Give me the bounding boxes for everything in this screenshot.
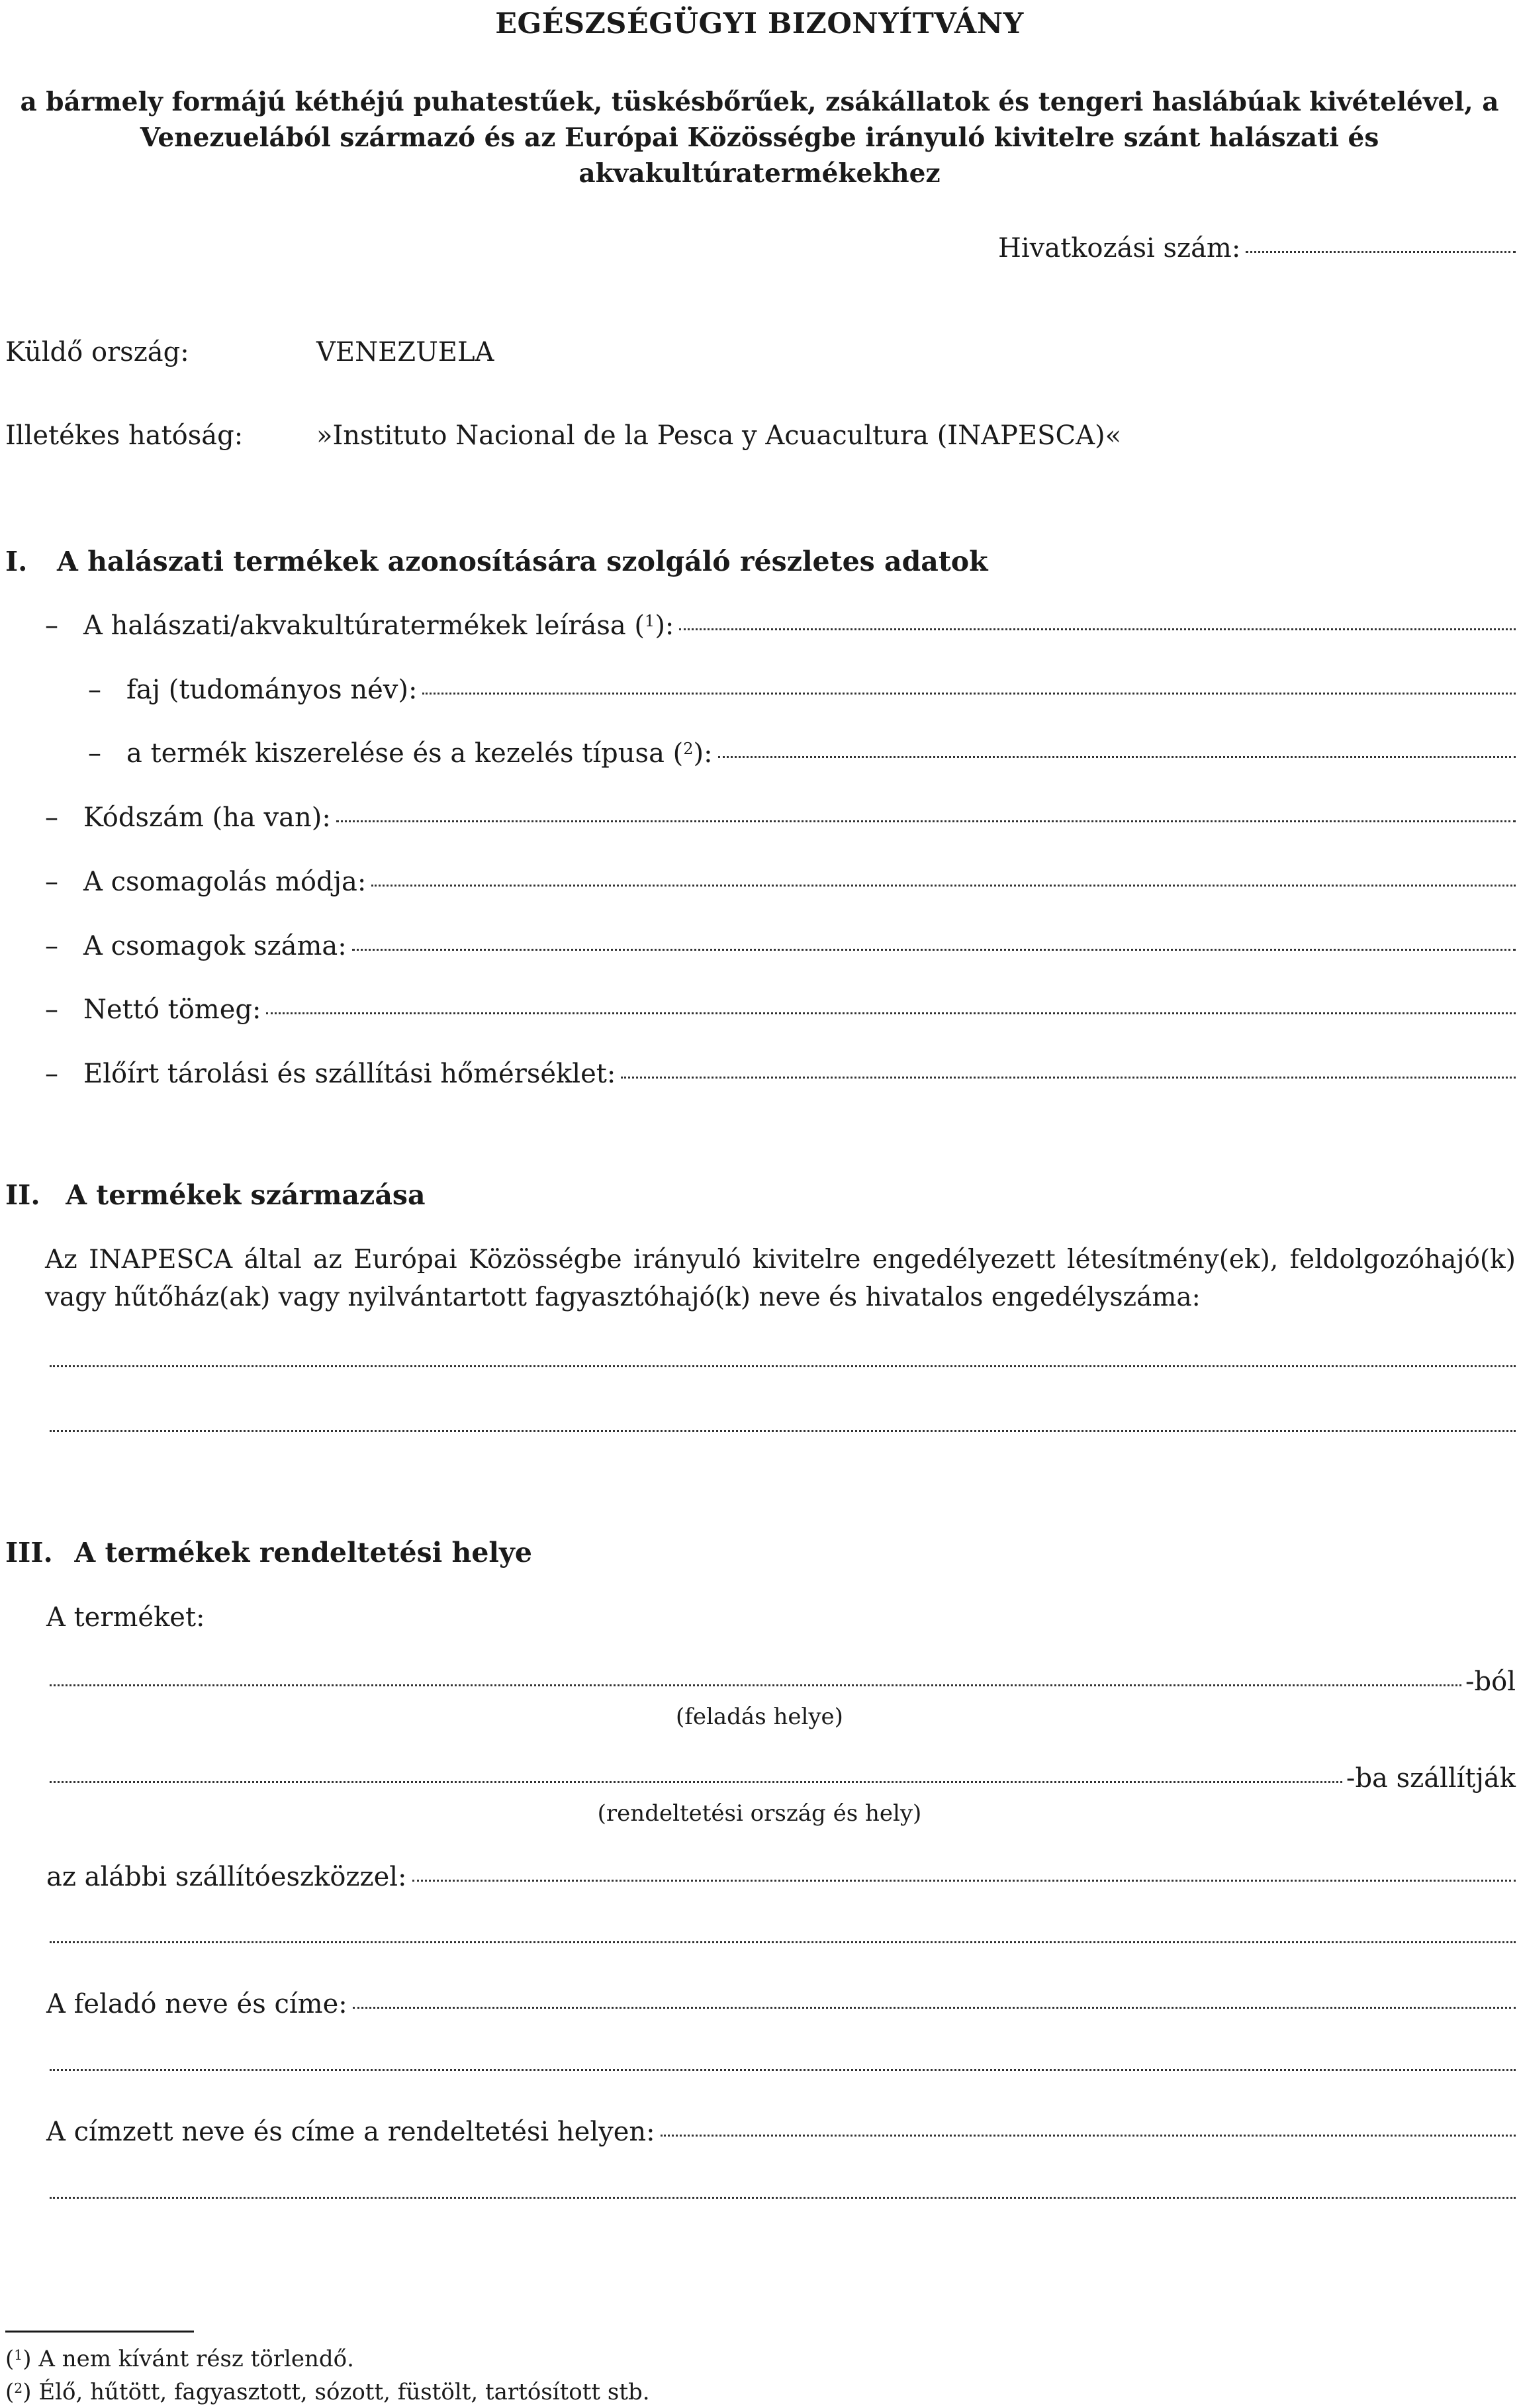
section-1-heading <box>5 545 988 579</box>
authority-label: Illetékes hatóság: <box>5 420 244 451</box>
document-subtitle: a bármely formájú kéthéjú puhatestűek, tüskésbőrűek, zsákállatok és tengeri haslábúak kivételével, a Venezuelából származó és az Európai Közösségbe irányuló kivitelre szánt halászati és akvakultúratermékekhez <box>20 87 1499 189</box>
consignee-label: A címzett neve és címe a rendeltetési helyen: <box>46 2117 655 2147</box>
section-1-title: A halászati termékek azonosítására szolgáló részletes adatok <box>57 546 988 577</box>
field-transport <box>46 1860 1516 1894</box>
dispatch-suffix: -ból <box>1465 1666 1516 1697</box>
field-product-description: – A halászati/akvakultúratermékek leírása ($^1$): <box>45 609 1516 642</box>
consignor-input[interactable] <box>353 2007 1516 2009</box>
reference-number-row <box>998 232 1516 265</box>
field-presentation: – a termék kiszerelése és a kezelés típusa ($^2$): <box>88 737 1516 770</box>
dispatch-place-input[interactable] <box>50 1684 1461 1686</box>
temperature-input[interactable] <box>621 1077 1516 1079</box>
field-consignor <box>46 1988 1516 2021</box>
destination-suffix: -ba szállítják <box>1346 1763 1516 1794</box>
establishment-line-1[interactable] <box>50 1365 1516 1367</box>
section-2-heading <box>5 1179 426 1212</box>
packaging-input[interactable] <box>371 885 1516 887</box>
consignee-line-2[interactable] <box>50 2197 1516 2199</box>
code-number-input[interactable] <box>336 820 1516 822</box>
section-3-number: III. <box>5 1537 53 1568</box>
consignor-label: A feladó neve és címe: <box>46 1989 347 2019</box>
consignee-input[interactable] <box>661 2135 1516 2137</box>
country-value: VENEZUELA <box>316 337 494 367</box>
product-description-input[interactable] <box>679 628 1516 630</box>
section-2-number: II. <box>5 1179 40 1211</box>
reference-number-label: Hivatkozási szám: <box>998 233 1241 264</box>
field-net-weight: – Nettó tömeg: <box>45 993 1516 1026</box>
transport-line-2[interactable] <box>50 1941 1516 1943</box>
field-destination-place <box>50 1762 1516 1795</box>
species-input[interactable] <box>422 693 1516 695</box>
footnote-2: ($^2$) Élő, hűtött, fagyasztott, sózott, füstölt, tartósított stb. <box>5 2379 650 2405</box>
reference-number-field[interactable] <box>1246 251 1516 253</box>
transport-label: az alábbi szállítóeszközzel: <box>46 1862 407 1892</box>
authority-value: »Instituto Nacional de la Pesca y Acuacultura (INAPESCA)« <box>316 420 1122 451</box>
dispatch-caption: (feladás helye) <box>676 1704 843 1730</box>
section-2-paragraph: Az INAPESCA által az Európai Közösségbe irányuló kivitelre engedélyezett létesítmény(ek), feldolgozóhajó(k) vagy hűtőház(ak) vagy nyilvántartott fagyasztóhajó(k) neve és hivatalos engedélyszáma: <box>45 1245 1516 1312</box>
section-3-heading <box>5 1536 532 1570</box>
field-dispatch-place <box>50 1665 1516 1698</box>
destination-caption: (rendeltetési ország és hely) <box>597 1800 922 1827</box>
section-3-intro: A terméket: <box>46 1602 205 1633</box>
field-consignee <box>46 2115 1516 2148</box>
country-label: Küldő ország: <box>5 337 189 367</box>
package-count-input[interactable] <box>352 949 1516 951</box>
establishment-line-2[interactable] <box>50 1430 1516 1432</box>
section-3-title: A termékek rendeltetési helye <box>74 1537 532 1568</box>
field-packaging: – A csomagolás módja: <box>45 865 1516 898</box>
field-code-number: – Kódszám (ha van): <box>45 801 1516 834</box>
section-2-title: A termékek származása <box>66 1179 426 1211</box>
destination-place-input[interactable] <box>50 1781 1342 1783</box>
field-species: – faj (tudományos név): <box>88 673 1516 706</box>
presentation-input[interactable] <box>718 756 1516 758</box>
footnote-1: ($^1$) A nem kívánt rész törlendő. <box>5 2346 354 2372</box>
document-title: EGÉSZSÉGÜGYI BIZONYÍTVÁNY <box>495 7 1024 40</box>
footnote-divider <box>5 2331 194 2333</box>
net-weight-input[interactable] <box>266 1012 1516 1014</box>
transport-input[interactable] <box>412 1880 1516 1882</box>
section-1-number: I. <box>5 546 28 577</box>
field-package-count: – A csomagok száma: <box>45 930 1516 963</box>
field-temperature: – Előírt tárolási és szállítási hőmérséklet: <box>45 1057 1516 1090</box>
consignor-line-2[interactable] <box>50 2069 1516 2071</box>
